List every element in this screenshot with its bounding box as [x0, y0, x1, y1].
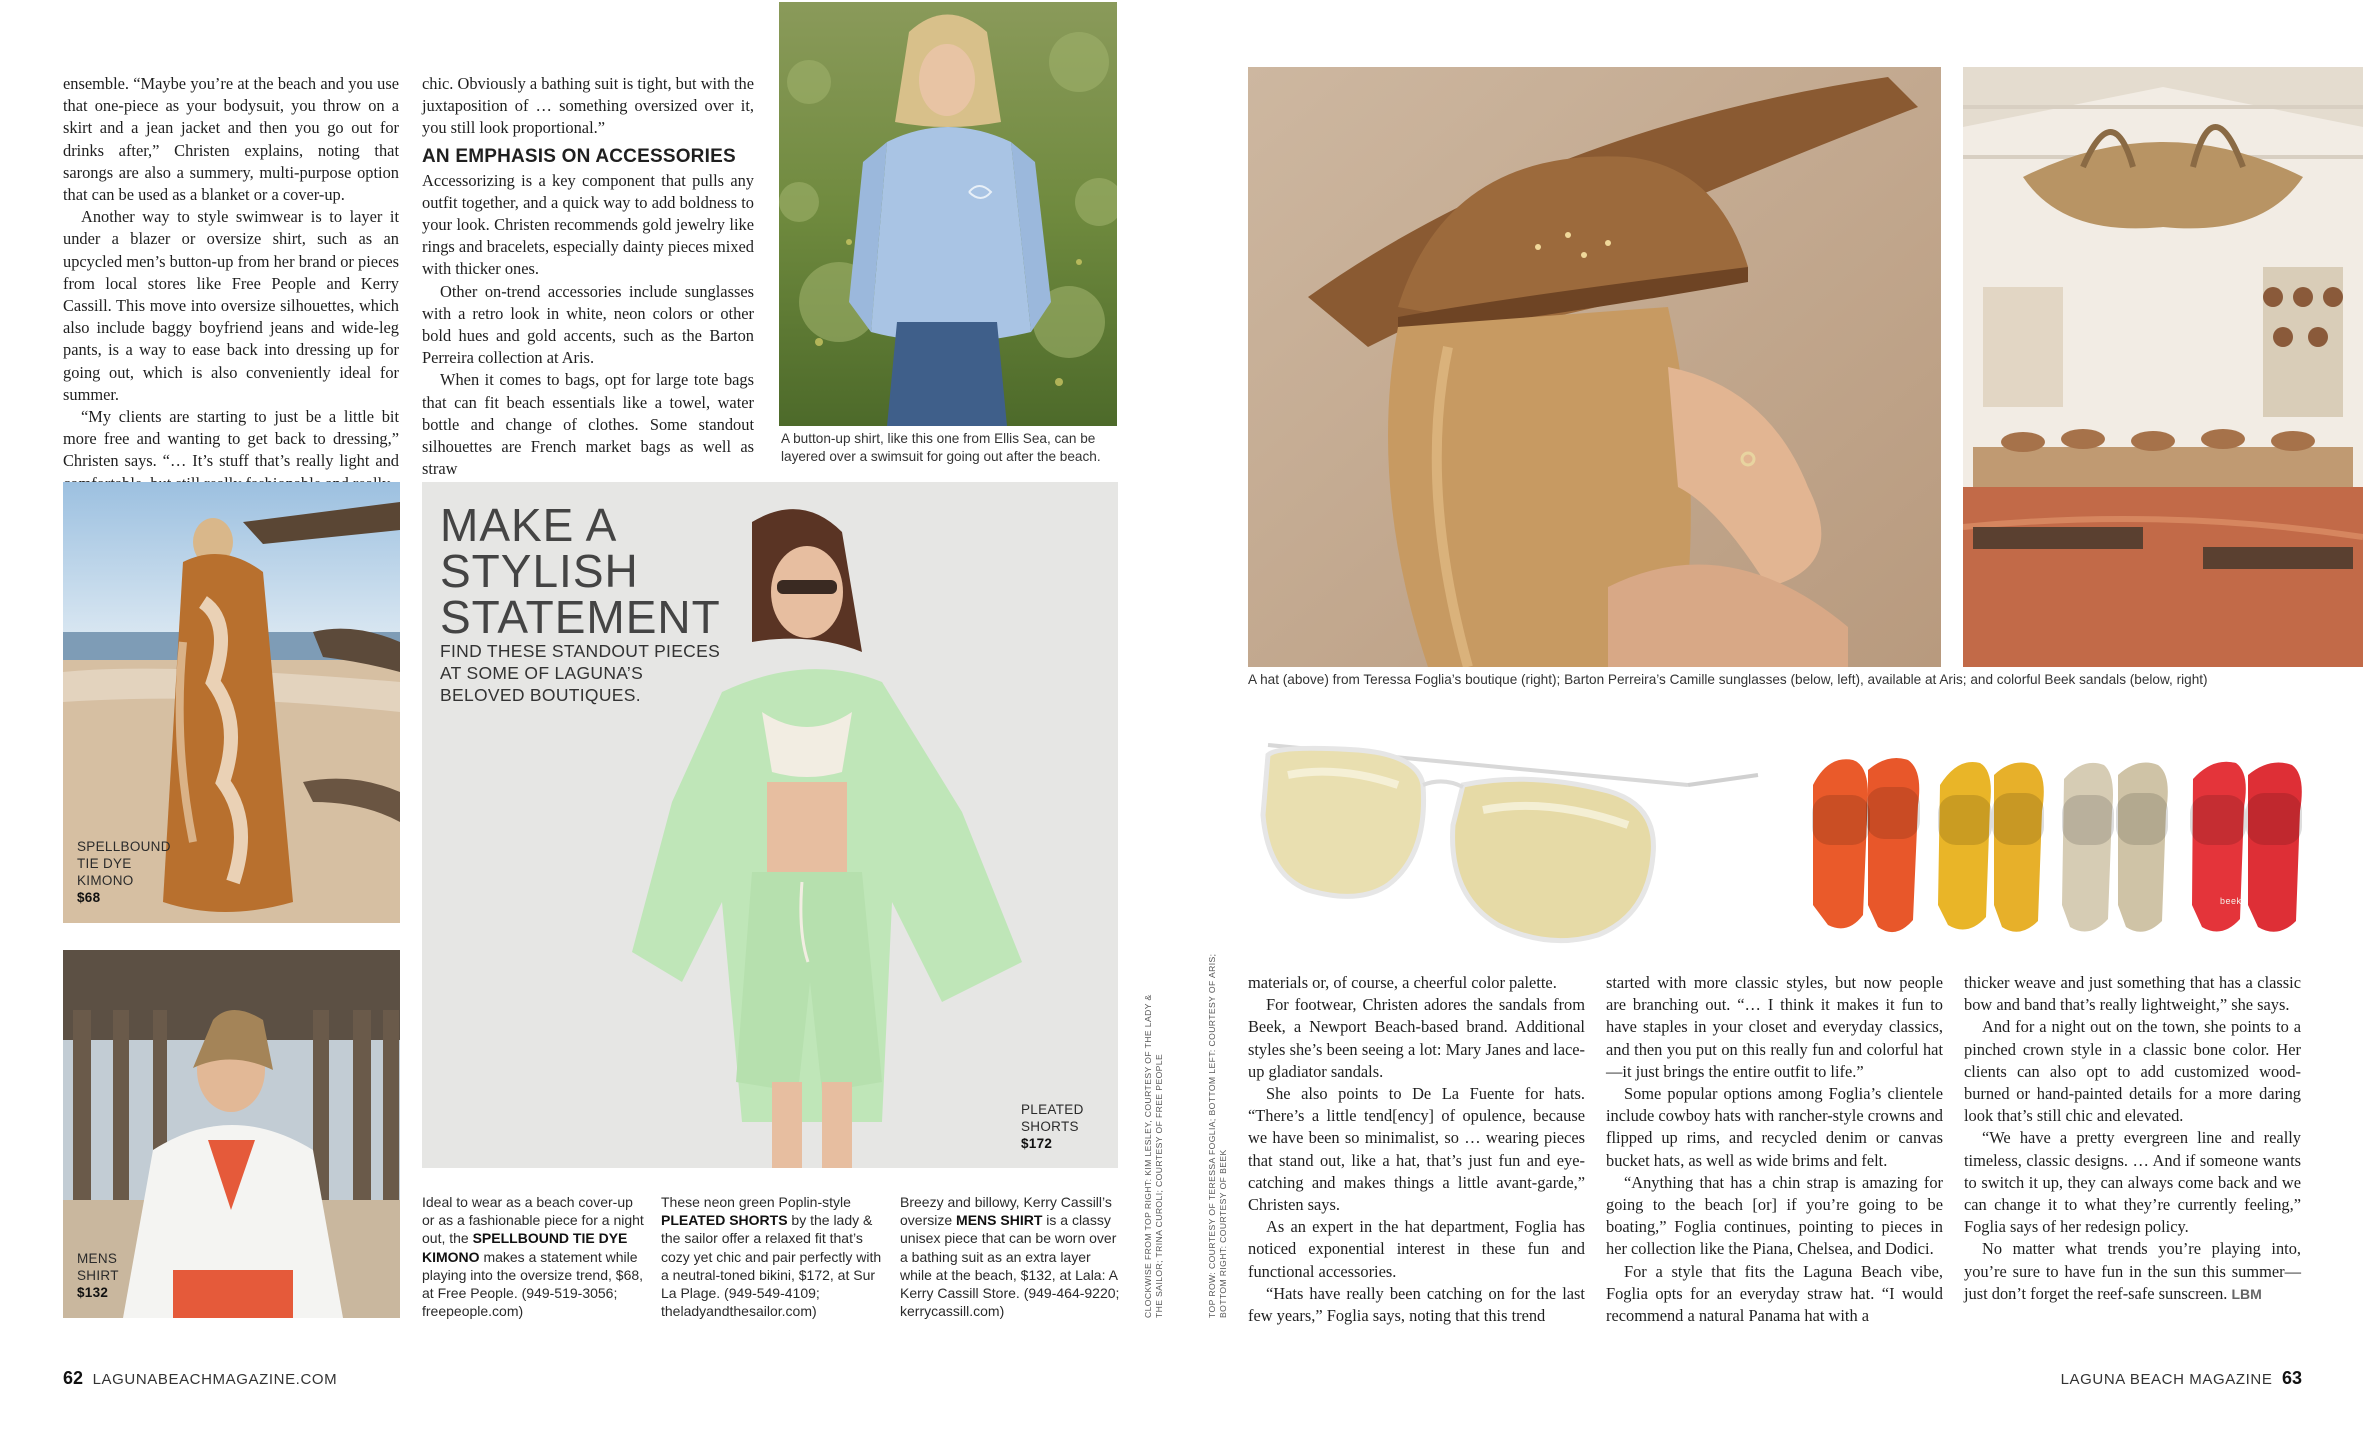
- shirt-photo-caption: A button-up shirt, like this one from Ellis Sea, can be layered over a swimsuit for going out after the beach.: [781, 431, 1101, 464]
- body-column-4: [1606, 972, 1943, 1327]
- boutique-photo: [1963, 67, 2363, 667]
- feature-subhead: [440, 640, 740, 706]
- paragraph: [1964, 1238, 2301, 1305]
- kimono-price: [77, 889, 197, 906]
- kimono-label-line: KIMONO: [77, 873, 134, 888]
- headline-line: STATEMENT: [440, 591, 721, 643]
- shorts-label-line: PLEATED: [1021, 1102, 1084, 1117]
- desc-product: MENS SHIRT: [956, 1212, 1043, 1229]
- sandals-photo: [1808, 745, 2363, 940]
- paragraph: For footwear, Christen adores the sandals from Beek, a Newport Beach-based brand. Additional styles she’s been seeing a lot: Mary Janes and lace-up gladiator sandals.: [1248, 995, 1585, 1081]
- paragraph: started with more classic styles, but now people are branching out. “… I think it makes it fun to have staples in your closet and everyday classics, and then you put on this really fun and colorful hat—it just brings the entire outfit to life.”: [1606, 973, 1943, 1081]
- kimono-description: [422, 1193, 644, 1320]
- desc-product: PLEATED SHORTS: [661, 1212, 788, 1229]
- paragraph: As an expert in the hat department, Foglia has noticed exponential interest in these fun and functional accessories.: [1248, 1217, 1585, 1281]
- subhead-line: AT SOME OF LAGUNA’S: [440, 663, 644, 683]
- price-text: $172: [1021, 1136, 1053, 1151]
- desc-product: SPELLBOUND TIE DYE KIMONO: [422, 1230, 628, 1265]
- kimono-label-line: TIE DYE: [77, 856, 132, 871]
- folio-right: [2061, 1368, 2302, 1389]
- shorts-label-line: SHORTS: [1021, 1119, 1079, 1134]
- paragraph: thicker weave and just something that has a classic bow and band that’s really lightweight,” she says.: [1964, 973, 2301, 1015]
- subhead-line: BELOVED BOUTIQUES.: [440, 685, 641, 705]
- desc-text: by the lady & the sailor offer a relaxed fit that’s cozy yet chic and pair perfectly with a neutral-toned bikini, $172, at Sur La Plage. (949-549-4109; theladyandthesailor.com): [661, 1212, 882, 1320]
- photo-credit-right: [1207, 954, 1229, 1318]
- paragraph: Other on-trend accessories include sunglasses with a retro look in white, neon colors or other bold hues and gold accents, such as the Barton Perreira collection at Aris.: [422, 281, 754, 368]
- desc-text: is a classy unisex piece that can be worn over a bathing suit as an extra layer while at the beach, $132, at Lala: A Kerry Cassill Store. (949-464-9220; kerrycassill.com): [900, 1212, 1120, 1320]
- credit-line: CLOCKWISE FROM TOP RIGHT: KIM LESLEY, COURTESY OF THE LADY &: [1143, 994, 1153, 1318]
- credit-line: THE SAILOR; TRINA CUROLI; COURTESY OF FREE PEOPLE: [1154, 1053, 1164, 1318]
- paragraph: Accessorizing is a key component that pulls any outfit together, and a quick way to add boldness to your look. Christen recommends gold jewelry like rings and bracelets, especially dainty pieces mixed with thicker ones.: [422, 170, 754, 279]
- paragraph: Some popular options among Foglia’s clientele include cowboy hats with rancher-style crowns and flipped up rims, and recycled denim or canvas bucket hats, as well as wide brims and felt.: [1606, 1084, 1943, 1170]
- paragraph: materials or, of course, a cheerful color palette.: [1248, 973, 1557, 992]
- mens-shirt-price: [77, 1284, 177, 1301]
- mens-shirt-label: [77, 1250, 177, 1301]
- mens-shirt-label-line: MENS: [77, 1251, 118, 1266]
- paragraph: And for a night out on the town, she points to a pinched crown style in a classic bone color. Her clients can also opt to add customized wood-burned or hand-painted details for a more daring look that’s still chic and elevated.: [1964, 1017, 2301, 1126]
- body-column-2: [422, 73, 754, 480]
- photo-credit-left: [1143, 994, 1165, 1318]
- paragraph: “My clients are starting to just be a little bit more free and wanting to get back to dressing,” Christen says. “… It’s stuff that’s really light and: [63, 407, 399, 471]
- shirt-model-photo: [779, 2, 1117, 426]
- shorts-label: [1021, 1101, 1111, 1152]
- paragraph: “We have a pretty evergreen line and really timeless, classic designs. … And if someone wants to switch it up, they can always come back and we can change it to what they’re currently feeling,” Foglia says of her redesign policy.: [1964, 1128, 2301, 1237]
- paragraph: When it comes to bags, opt for large tote bags that can fit beach essentials like a towel, water bottle and change of clothes. Some standout silhouettes are French market bags as well as straw: [422, 370, 754, 479]
- page-number: 63: [2281, 1368, 2302, 1388]
- hat-photo: [1248, 67, 1941, 667]
- headline-line: MAKE A: [440, 499, 618, 551]
- desc-text: Ideal to wear as a beach cover-up or as a fashionable piece for a night out, the: [422, 1194, 644, 1247]
- photo-caption-top: A hat (above) from Teressa Foglia’s boutique (right); Barton Perreira’s Camille sunglasses (below, left), available at Aris; and colorful Beek sandals (below, right): [1248, 672, 2208, 687]
- headline-line: STYLISH: [440, 545, 639, 597]
- price-text: $132: [77, 1285, 109, 1300]
- kimono-label-line: SPELLBOUND: [77, 839, 171, 854]
- shorts-description: [661, 1193, 883, 1320]
- paragraph: ensemble. “Maybe you’re at the beach and you use that one-piece as your bodysuit, you throw on a skirt and a jean jacket and then you go out for drinks after,” Christen explains, noting that sarongs are also a summery, multi-purpose option that can be used as a blanket or a cover-up.: [63, 74, 399, 205]
- credit-line: BOTTOM RIGHT: COURTESY OF BEEK: [1218, 1149, 1228, 1318]
- shirt-description: [900, 1193, 1122, 1320]
- paragraph: For a style that fits the Laguna Beach vibe, Foglia opts for an everyday straw hat. “I would recommend a natural Panama hat with a: [1606, 1261, 1943, 1326]
- paragraph: Another way to style swimwear is to layer it under a blazer or oversize shirt, such as an upcycled men’s button-up from her brand or pieces from local stores like Free People and Kerry Cassill. This move into oversize silhouettes, which also include baggy boyfriend jeans and wide-leg pants, is a way to ease back into dressing up for going out, which is also conveniently ideal for summer.: [63, 207, 399, 404]
- credit-line: TOP ROW: COURTESY OF TERESSA FOGLIA; BOTTOM LEFT: COURTESY OF ARIS;: [1207, 953, 1217, 1318]
- subhead-line: FIND THESE STANDOUT PIECES: [440, 641, 721, 661]
- body-column-5: [1964, 972, 2301, 1305]
- right-page: [1183, 0, 2366, 1432]
- body-column-3: [1248, 972, 1585, 1327]
- section-heading: AN EMPHASIS ON ACCESSORIES: [422, 145, 736, 167]
- paragraph: “Anything that has a chin strap is amazing for going to the beach [or] if you’re going to be boating,” Foglia continues, pointing to pieces in her collection like the Piana, Chelsea, and Dodici.: [1606, 1172, 1943, 1259]
- desc-text: Breezy and billowy, Kerry Cassill’s oversize: [900, 1194, 1112, 1229]
- price-text: $68: [77, 890, 101, 905]
- shorts-price: [1021, 1135, 1111, 1152]
- body-column-1: [63, 73, 399, 495]
- desc-text: These neon green Poplin-style: [661, 1194, 851, 1210]
- sunglasses-photo: [1248, 715, 1768, 955]
- end-mark: LBM: [2231, 1285, 2262, 1302]
- magazine-url: LAGUNABEACHMAGAZINE.COM: [92, 1371, 338, 1388]
- paragraph: “Hats have really been catching on for the last few years,” Foglia says, noting that this trend: [1248, 1283, 1585, 1326]
- desc-text: makes a statement while playing into the oversize trend, $68, at Free People. (949-519-3056; freepeople.com): [422, 1248, 644, 1320]
- magazine-name: LAGUNA BEACH MAGAZINE: [2060, 1371, 2273, 1388]
- feature-headline: [440, 499, 721, 643]
- page-number: 62: [63, 1368, 84, 1388]
- paragraph: chic. Obviously a bathing suit is tight, but with the juxtaposition of … something oversized over it, you still look proportional.”: [422, 74, 754, 138]
- closing-text: No matter what trends you’re playing into, you’re sure to have fun in the sun this summer—just don’t forget the reef-safe sunscreen.: [1964, 1239, 2301, 1303]
- sandal-brand-mark: beek: [2220, 896, 2242, 906]
- paragraph: She also points to De La Fuente for hats. “There’s a little tend[ency] of opulence, because we have been so minimalist, so … wearing pieces that stand out, like a hat, that’s just fun and eye-catching and makes things a little avant-garde,” Christen says.: [1248, 1084, 1585, 1215]
- kimono-label: [77, 838, 197, 906]
- folio-left: [63, 1368, 337, 1389]
- mens-shirt-label-line: SHIRT: [77, 1268, 119, 1283]
